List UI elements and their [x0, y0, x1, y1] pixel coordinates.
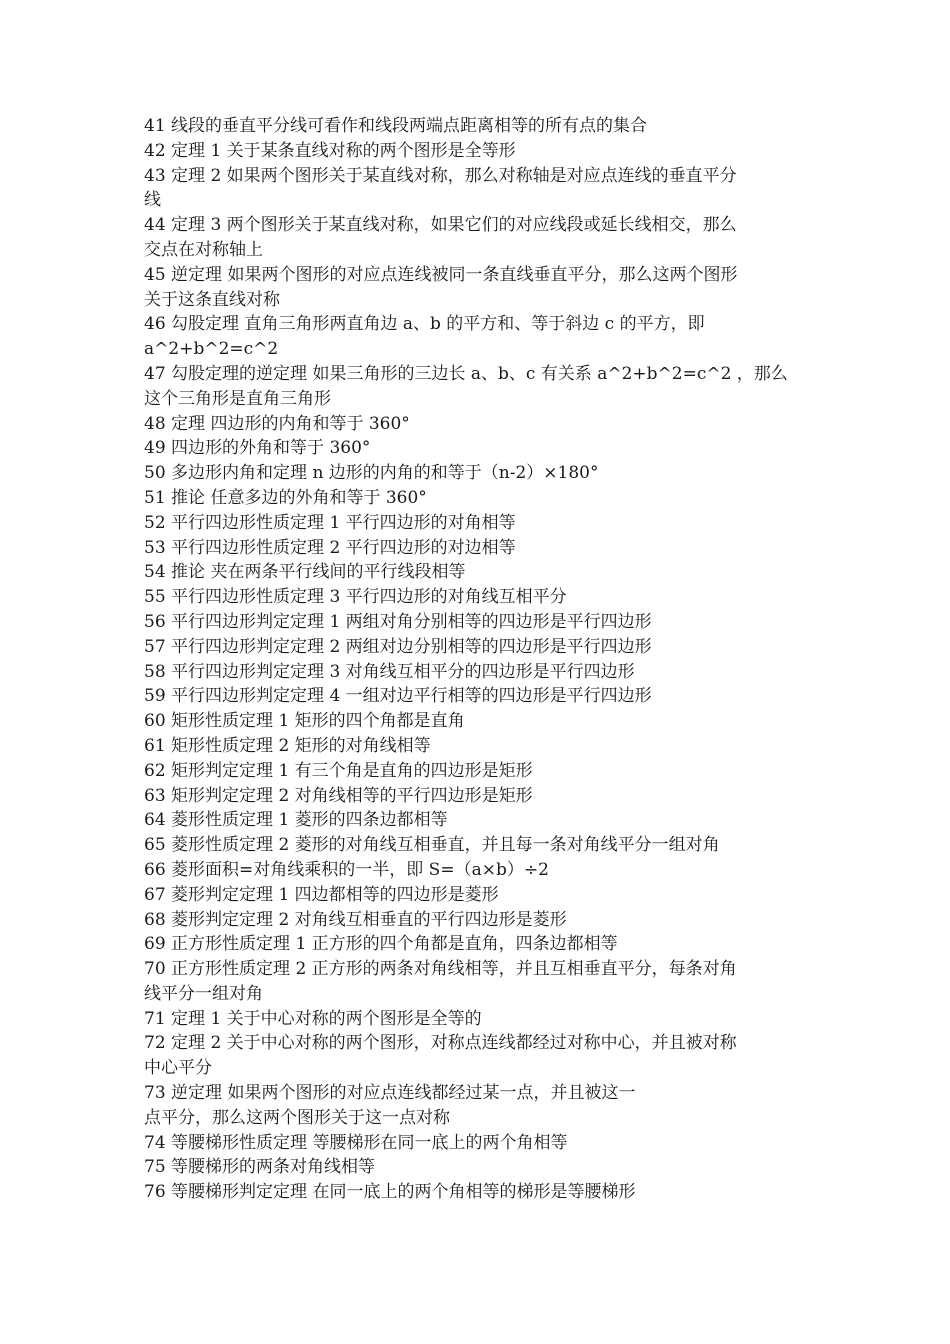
text-line: 52 平行四边形性质定理 1 平行四边形的对角相等 [144, 512, 516, 533]
text-line: 这个三角形是直角三角形 [144, 388, 331, 409]
text-line: 44 定理 3 两个图形关于某直线对称，如果它们的对应线段或延长线相交，那么 [144, 215, 737, 236]
text-line: 56 平行四边形判定定理 1 两组对角分别相等的四边形是平行四边形 [144, 611, 652, 632]
text-line: 57 平行四边形判定定理 2 两组对边分别相等的四边形是平行四边形 [144, 636, 652, 657]
document-page [144, 114, 812, 1205]
text-line: 59 平行四边形判定定理 4 一组对边平行相等的四边形是平行四边形 [144, 686, 652, 707]
text-line: 42 定理 1 关于某条直线对称的两个图形是全等形 [144, 140, 516, 161]
text-line: 关于这条直线对称 [144, 289, 280, 310]
text-line: 71 定理 1 关于中心对称的两个图形是全等的 [144, 1008, 482, 1029]
text-line: 64 菱形性质定理 1 菱形的四条边都相等 [144, 810, 448, 831]
text-line: 74 等腰梯形性质定理 等腰梯形在同一底上的两个角相等 [144, 1132, 568, 1153]
text-line: 61 矩形性质定理 2 矩形的对角线相等 [144, 735, 431, 756]
text-line: 点平分，那么这两个图形关于这一点对称 [144, 1107, 450, 1128]
text-line: 63 矩形判定定理 2 对角线相等的平行四边形是矩形 [144, 785, 533, 806]
text-line: 45 逆定理 如果两个图形的对应点连线被同一条直线垂直平分，那么这两个图形 [144, 264, 738, 285]
text-line: 60 矩形性质定理 1 矩形的四个角都是直角 [144, 711, 465, 732]
text-line: 75 等腰梯形的两条对角线相等 [144, 1157, 376, 1178]
text-line: 49 四边形的外角和等于 360° [144, 438, 371, 459]
text-line: 47 勾股定理的逆定理 如果三角形的三边长 a、b、c 有关系 a^2+b^2=c^2 ，那么 [144, 363, 788, 384]
text-line: 线平分一组对角 [144, 983, 263, 1004]
text-line: 50 多边形内角和定理 n 边形的内角的和等于（n-2）×180° [144, 463, 599, 484]
text-line: 48 定理 四边形的内角和等于 360° [144, 413, 410, 434]
text-line: 76 等腰梯形判定定理 在同一底上的两个角相等的梯形是等腰梯形 [144, 1182, 636, 1203]
text-line: 67 菱形判定定理 1 四边都相等的四边形是菱形 [144, 884, 499, 905]
text-line: 51 推论 任意多边的外角和等于 360° [144, 487, 427, 508]
text-line: 41 线段的垂直平分线可看作和线段两端点距离相等的所有点的集合 [144, 116, 648, 136]
text-line: 53 平行四边形性质定理 2 平行四边形的对边相等 [144, 537, 516, 558]
text-line: 中心平分 [144, 1058, 212, 1079]
text-line: 62 矩形判定定理 1 有三个角是直角的四边形是矩形 [144, 760, 533, 781]
text-line: 交点在对称轴上 [144, 239, 263, 260]
text-line: 65 菱形性质定理 2 菱形的对角线互相垂直，并且每一条对角线平分一组对角 [144, 835, 720, 856]
text-line: 54 推论 夹在两条平行线间的平行线段相等 [144, 562, 466, 583]
text-line: 43 定理 2 如果两个图形关于某直线对称，那么对称轴是对应点连线的垂直平分 [144, 165, 737, 186]
text-line: 46 勾股定理 直角三角形两直角边 a、b 的平方和、等于斜边 c 的平方，即 [144, 314, 705, 335]
text-line: a^2+b^2=c^2 [144, 339, 279, 360]
text-line: 66 菱形面积=对角线乘积的一半，即 S=（a×b）÷2 [144, 859, 549, 880]
text-line: 70 正方形性质定理 2 正方形的两条对角线相等，并且互相垂直平分，每条对角 [144, 959, 737, 980]
text-line: 线 [144, 190, 161, 211]
text-line: 69 正方形性质定理 1 正方形的四个角都是直角，四条边都相等 [144, 934, 618, 955]
text-line: 68 菱形判定定理 2 对角线互相垂直的平行四边形是菱形 [144, 909, 567, 930]
text-line: 58 平行四边形判定定理 3 对角线互相平分的四边形是平行四边形 [144, 661, 635, 682]
text-line: 55 平行四边形性质定理 3 平行四边形的对角线互相平分 [144, 587, 567, 608]
text-line: 72 定理 2 关于中心对称的两个图形，对称点连线都经过对称中心，并且被对称 [144, 1033, 737, 1054]
text-line: 73 逆定理 如果两个图形的对应点连线都经过某一点，并且被这一 [144, 1083, 636, 1104]
